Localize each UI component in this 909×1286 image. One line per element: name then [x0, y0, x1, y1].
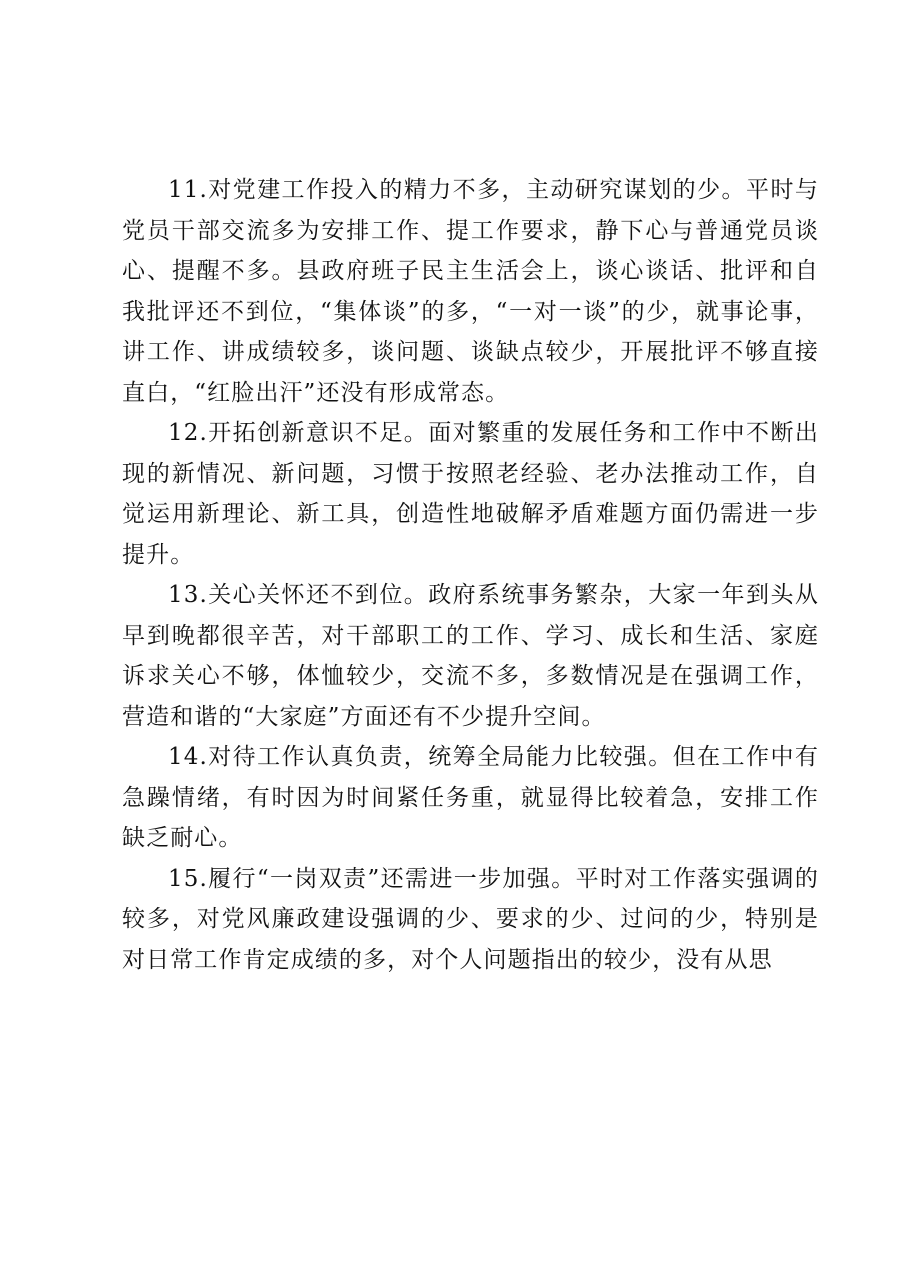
document-body — [122, 170, 819, 980]
paragraph-item-14: 14.对待工作认真负责，统筹全局能力比较强。但在工作中有急躁情绪，有时因为时间紧任务重，就显得比较着急，安排工作缺乏耐心。 — [122, 744, 819, 851]
paragraph-item-13: 13.关心关怀还不到位。政府系统事务繁杂，大家一年到头从早到晚都很辛苦，对干部职工的工作、学习、成长和生活、家庭诉求关心不够，体恤较少，交流不多，多数情况是在强调工作，营造和谐的“大家庭”方面还有不少提升空间。 — [122, 582, 819, 730]
paragraph-item-12: 12.开拓创新意识不足。面对繁重的发展任务和工作中不断出现的新情况、新问题，习惯于按照老经验、老办法推动工作，自觉运用新理论、新工具，创造性地破解矛盾难题方面仍需进一步提升。 — [122, 420, 819, 568]
paragraph-item-11: 11.对党建工作投入的精力不多，主动研究谋划的少。平时与党员干部交流多为安排工作、提工作要求，静下心与普通党员谈心、提醒不多。县政府班子民主生活会上，谈心谈话、批评和自我批评还不到位，“集体谈”的多，“一对一谈”的少，就事论事，讲工作、讲成绩较多，谈问题、谈缺点较少，开展批评不够直接直白，“红脸出汗”还没有形成常态。 — [122, 177, 819, 406]
paragraph-item-15: 15.履行“一岗双责”还需进一步加强。平时对工作落实强调的较多，对党风廉政建设强调的少、要求的少、过问的少，特别是对日常工作肯定成绩的多，对个人问题指出的较少，没有从思 — [122, 865, 819, 973]
